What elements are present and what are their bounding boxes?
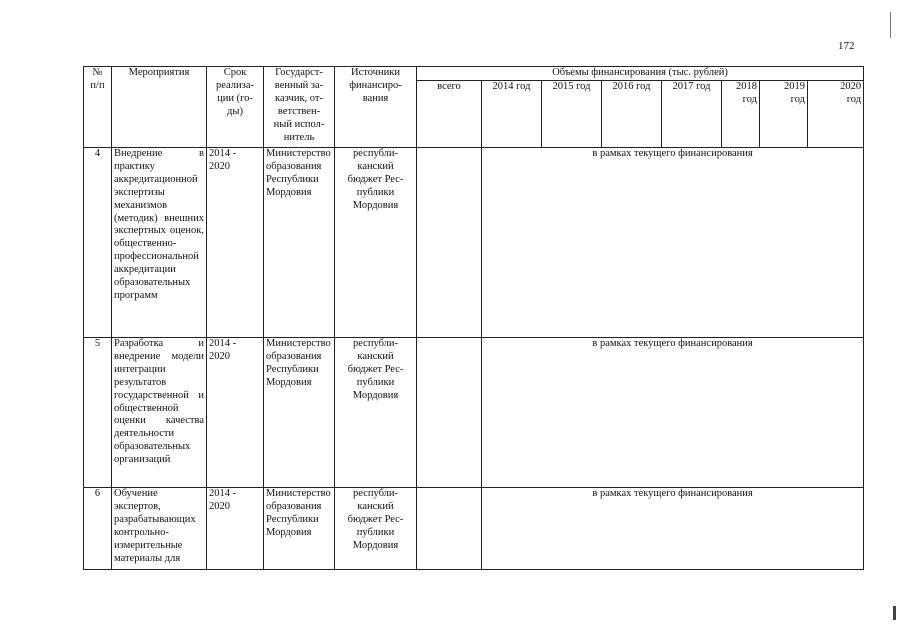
row-event: Разработка и внедрение модели интеграции результатов государственной и общественной оценки качества деятельности образовательных организаций <box>112 338 207 488</box>
header-event: Мероприятия <box>112 67 207 148</box>
row-term: 2014 - 2020 <box>207 488 264 570</box>
header-volumes: Объемы финансирования (тыс. рублей) <box>417 67 864 81</box>
scan-edge-mark <box>893 606 896 620</box>
header-year-2016: 2016 год <box>602 81 662 148</box>
row-customer: Министерство образования Республики Мордовия <box>264 338 335 488</box>
row-term: 2014 - 2020 <box>207 148 264 338</box>
scan-edge-mark <box>890 12 891 38</box>
header-year-2020: 2020 год <box>808 81 864 148</box>
row-term: 2014 - 2020 <box>207 338 264 488</box>
row-funding: в рамках текущего финансирования <box>482 488 864 570</box>
row-event: Обучение экспертов, разрабатывающих контрольно-измерительные материалы для <box>112 488 207 570</box>
row-num: 5 <box>84 338 112 488</box>
row-customer: Министерство образования Республики Мордовия <box>264 148 335 338</box>
header-sources: Источники финансиро- вания <box>335 67 417 148</box>
row-customer: Министерство образования Республики Мордовия <box>264 488 335 570</box>
row-num: 4 <box>84 148 112 338</box>
header-year-2018: 2018 год <box>722 81 760 148</box>
row-num: 6 <box>84 488 112 570</box>
row-total <box>417 338 482 488</box>
table-row <box>84 488 864 570</box>
header-customer: Государст- венный за- казчик, от- ветствен- ный испол- нитель <box>264 67 335 148</box>
header-year-2019: 2019 год <box>760 81 808 148</box>
header-year-2014: 2014 год <box>482 81 542 148</box>
row-funding: в рамках текущего финансирования <box>482 148 864 338</box>
header-year-total: всего <box>417 81 482 148</box>
row-funding: в рамках текущего финансирования <box>482 338 864 488</box>
row-sources: республи- канский бюджет Рес- публики Мордовия <box>335 488 417 570</box>
header-num: № п/п <box>84 67 112 148</box>
financing-table <box>83 66 864 570</box>
header-year-2015: 2015 год <box>542 81 602 148</box>
header-term: Срок реализа- ции (го- ды) <box>207 67 264 148</box>
header-year-2017: 2017 год <box>662 81 722 148</box>
table-row <box>84 148 864 338</box>
page-number: 172 <box>838 40 855 52</box>
row-event: Внедрение в практику аккредитационной экспертизы механизмов (методик) внешних экспертных оценок, общественно-профессиональной аккредитации образовательных программ <box>112 148 207 338</box>
row-sources: республи- канский бюджет Рес- публики Мордовия <box>335 338 417 488</box>
row-total <box>417 488 482 570</box>
row-sources: республи- канский бюджет Рес- публики Мордовия <box>335 148 417 338</box>
table-row <box>84 338 864 488</box>
row-total <box>417 148 482 338</box>
